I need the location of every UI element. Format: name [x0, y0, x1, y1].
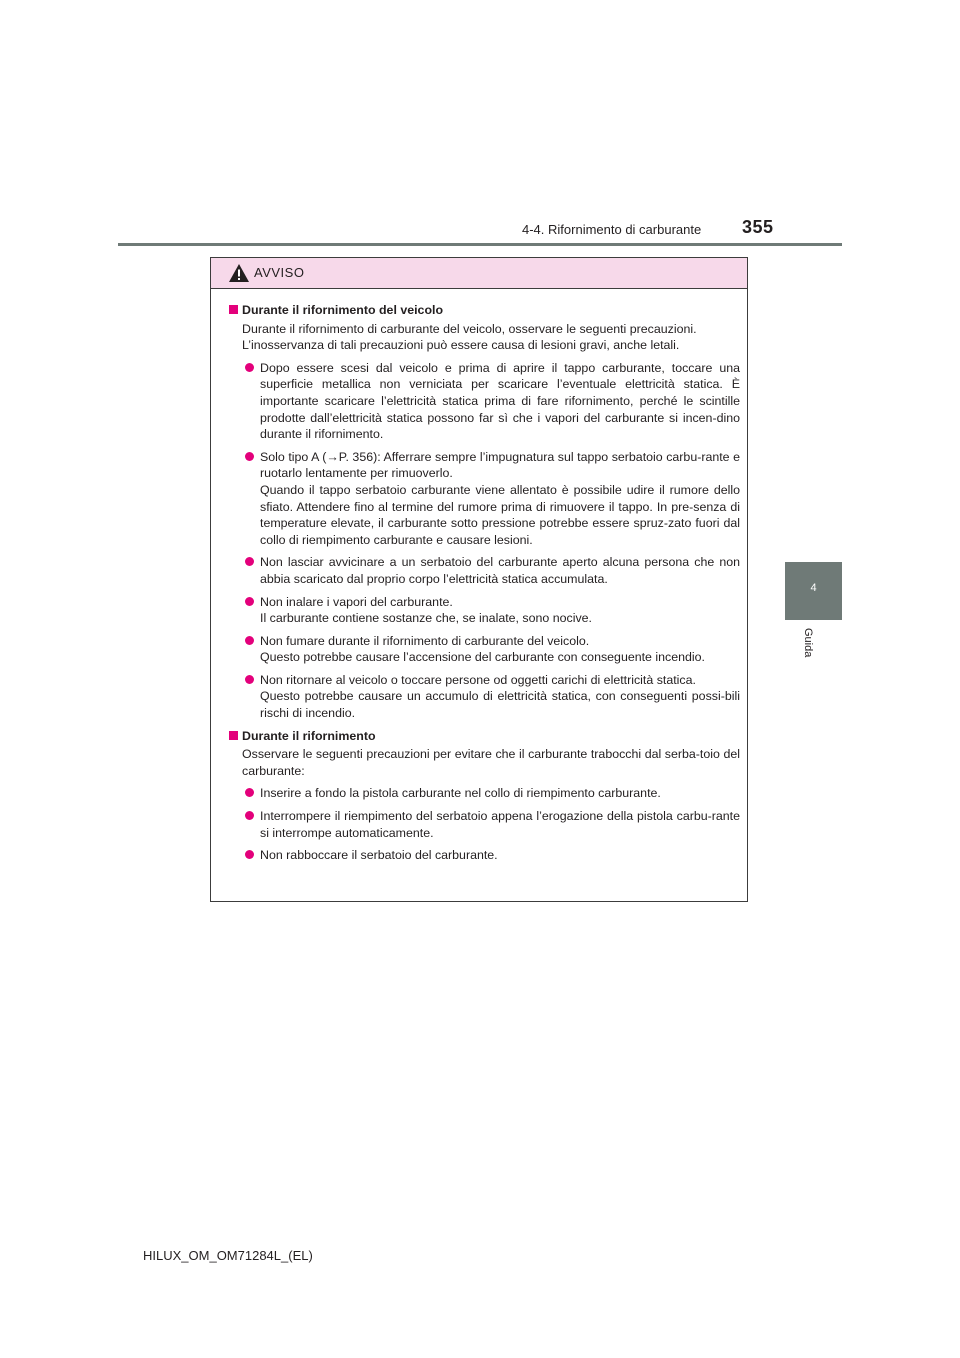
circle-bullet-icon [245, 850, 254, 859]
bullet-text: Non ritornare al veicolo o toccare persone od oggetti carichi di elettricità statica. [260, 672, 696, 687]
section-heading [229, 302, 740, 319]
circle-bullet-icon [245, 557, 254, 566]
chapter-tab-number: 4 [810, 582, 817, 594]
circle-bullet-icon [245, 811, 254, 820]
bullet-text: Inserire a fondo la pistola carburante nel collo di riempimento carburante. [260, 786, 661, 801]
bullet-item [229, 594, 740, 627]
warning-box [210, 257, 748, 902]
bullet-text-continuation: Il carburante contiene sostanze che, se inalate, sono nocive. [260, 611, 593, 626]
square-bullet-icon [229, 305, 238, 314]
section-heading-text: Durante il rifornimento [242, 728, 376, 743]
bullet-item [229, 785, 740, 802]
warning-body [211, 289, 747, 864]
circle-bullet-icon [245, 636, 254, 645]
warning-triangle-icon [228, 263, 250, 283]
bullet-text: Non inalare i vapori del carburante. [260, 594, 453, 609]
bullet-text: Interrompere il riempimento del serbatoio appena l’erogazione della pistola carbu-rante si interrompe automaticamente. [260, 809, 740, 840]
chapter-tab [785, 562, 842, 620]
square-bullet-icon [229, 731, 238, 740]
bullet-text-continuation: Quando il tappo serbatoio carburante viene allentato è possibile udire il rumore dello sfiato. Attendere fino al termine del rumore prima di rimuovere il tappo. In pre-senza di temperature elevate, il carburante sotto pressione potrebbe essere spruz-zato fuori dal collo di riempimento carburante e causare lesioni. [260, 482, 740, 547]
bullet-item [229, 554, 740, 587]
bullet-item [229, 449, 740, 549]
circle-bullet-icon [245, 363, 254, 372]
page-number: 355 [742, 217, 774, 237]
circle-bullet-icon [245, 788, 254, 797]
bullet-text: Dopo essere scesi dal veicolo e prima di aprire il tappo carburante, toccare una superficie metallica non verniciata per scaricare l’eventuale elettricità statica. È importante scaricare l’elettricità statica prima di fare rifornimento, perché le scintille prodotte dall’elettricità statica possono far sì che i vapori del carburante si incen-dino durante il rifornimento. [260, 360, 740, 442]
bullet-item [229, 672, 740, 722]
bullet-item [229, 633, 740, 666]
intro-line: L’inosservanza di tali precauzioni può essere causa di lesioni gravi, anche letali. [242, 338, 680, 353]
intro-line: Osservare le seguenti precauzioni per evitare che il carburante trabocchi dal serba-toio del carburante: [242, 747, 740, 778]
section-intro [229, 746, 740, 779]
section-heading [229, 728, 740, 745]
circle-bullet-icon [245, 597, 254, 606]
bullet-text: Non lasciar avvicinare a un serbatoio del carburante aperto alcuna persona che non abbia scaricato dal proprio corpo l’elettricità statica accumulata. [260, 555, 740, 586]
intro-line: Durante il rifornimento di carburante del veicolo, osservare le seguenti precauzioni. [242, 321, 697, 336]
header-rule [118, 243, 842, 246]
warning-header [211, 258, 747, 289]
warning-label: AVVISO [254, 265, 305, 280]
bullet-item [229, 847, 740, 864]
chapter-tab-label: Guida [802, 628, 814, 658]
bullet-text: Non fumare durante il rifornimento di carburante del veicolo. [260, 633, 590, 648]
bullet-text-continuation: Questo potrebbe causare un accumulo di elettricità statica, con conseguenti possi-bili rischi di incendio. [260, 689, 740, 721]
section-heading-text: Durante il rifornimento del veicolo [242, 303, 444, 317]
circle-bullet-icon [245, 675, 254, 684]
bullet-text-continuation: Questo potrebbe causare l’accensione del carburante con conseguente incendio. [260, 650, 705, 665]
bullet-text: Solo tipo A (→P. 356): Afferrare sempre l’impugnatura sul tappo serbatoio carbu-rante e ruotarlo lentamente per rimuoverlo. [260, 449, 740, 481]
document-code: HILUX_OM_OM71284L_(EL) [143, 1248, 313, 1263]
bullet-item [229, 808, 740, 841]
circle-bullet-icon [245, 452, 254, 461]
bullet-item [229, 360, 740, 443]
section-intro [229, 321, 740, 354]
bullet-text: Non rabboccare il serbatoio del carburante. [260, 848, 498, 863]
section-title: 4-4. Rifornimento di carburante [522, 222, 702, 237]
